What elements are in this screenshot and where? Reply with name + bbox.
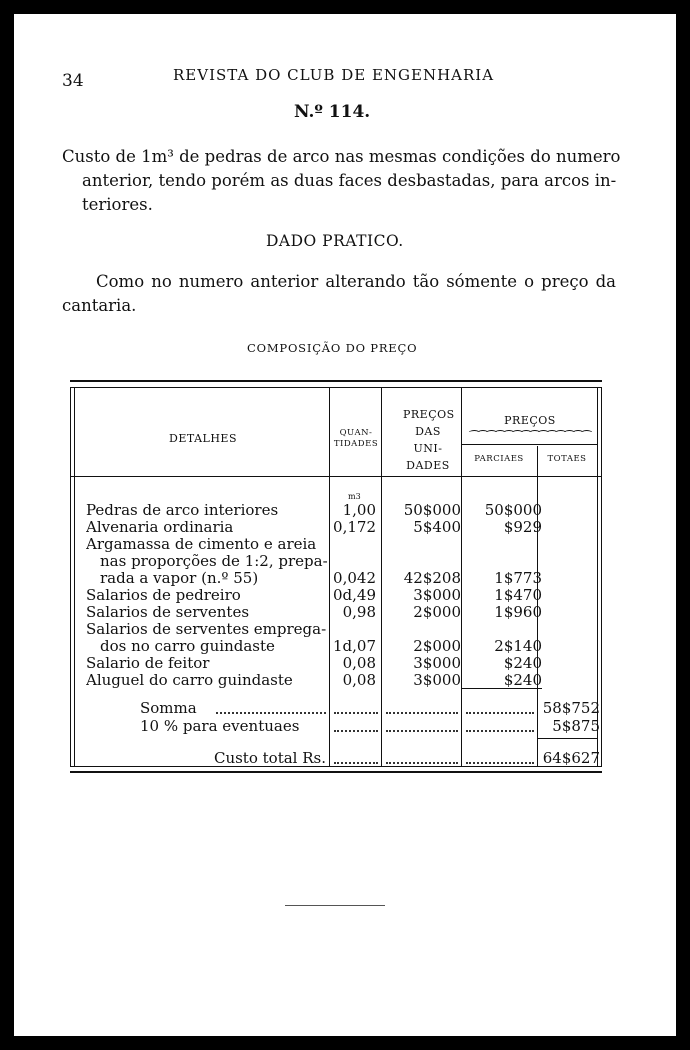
unit-label: m3: [348, 492, 361, 501]
table-top-rule-inner: [70, 387, 602, 388]
row-partial: $929: [503, 518, 542, 536]
header-bottom-rule: [70, 476, 602, 477]
row-qty: 1d,07: [332, 637, 376, 655]
cost-total-value: 64$627: [542, 749, 600, 767]
row-partial: 1$960: [494, 603, 542, 621]
contingency-label: 10 % para eventuaes: [140, 717, 300, 735]
row-qty: 0,08: [342, 654, 376, 672]
header-prices: PREÇOS: [504, 414, 556, 427]
table-row: [70, 519, 602, 536]
row-qty: 1,00: [342, 501, 376, 519]
table-row: [70, 570, 602, 587]
row-detail: nas proporções de 1:2, prepa-: [100, 553, 328, 570]
running-head: REVISTA DO CLUB DE ENGENHARIA: [173, 66, 495, 84]
table-row: [70, 553, 602, 570]
table-row: [70, 672, 602, 689]
header-quantities: QUAN- TIDADES: [333, 428, 379, 449]
sum-label: Somma: [140, 699, 197, 717]
row-unit-price: 42$208: [403, 569, 461, 587]
row-qty: 0,08: [342, 671, 376, 689]
totals-sum-rule: [537, 738, 598, 739]
table-row: [70, 502, 602, 519]
document-page: [14, 14, 676, 1036]
row-unit-price: 3$000: [413, 586, 461, 604]
table-row: [70, 587, 602, 604]
description-line-3: teriores.: [82, 195, 153, 214]
prices-subheader-rule: [461, 444, 598, 445]
leader-dots: [334, 762, 378, 765]
row-partial: $240: [503, 654, 542, 672]
leader-dots: [466, 730, 534, 733]
item-number-title: N.º 114.: [294, 102, 371, 122]
row-detail: rada a vapor (n.º 55): [100, 570, 259, 587]
row-unit-price: 5$400: [413, 518, 461, 536]
row-partial: 1$470: [494, 586, 542, 604]
row-unit-price: 2$000: [413, 637, 461, 655]
row-detail: Salarios de pedreiro: [86, 587, 241, 604]
row-partial: 1$773: [494, 569, 542, 587]
table-top-rule: [70, 380, 602, 382]
table-row: [70, 604, 602, 621]
description-line-2: anterior, tendo porém as duas faces desbastadas, para arcos in-: [82, 171, 617, 190]
contingency-total: 5$875: [552, 717, 600, 735]
row-unit-price: 2$000: [413, 603, 461, 621]
row-detail: Aluguel do carro guindaste: [86, 672, 293, 689]
table-row: [70, 638, 602, 655]
row-unit-price: 3$000: [413, 671, 461, 689]
row-partial: $240: [503, 671, 542, 689]
row-unit-price: 3$000: [413, 654, 461, 672]
leader-dots: [386, 712, 458, 715]
leader-dots: [466, 712, 534, 715]
table-row: [70, 655, 602, 672]
row-unit-price: 50$000: [403, 501, 461, 519]
practical-text: Como no numero anterior alterando tão sómente o preço da cantaria.: [62, 272, 616, 315]
price-table: [70, 380, 602, 772]
leader-dots: [386, 762, 458, 765]
row-detail: Salarios de serventes emprega-: [86, 621, 327, 638]
footer-rule: [285, 905, 385, 906]
row-qty: 0d,49: [332, 586, 376, 604]
row-qty: 0,98: [342, 603, 376, 621]
sum-row: [70, 700, 602, 717]
leader-dots: [334, 712, 378, 715]
leader-dots: [386, 730, 458, 733]
table-row: [70, 621, 602, 638]
cost-total-row: [70, 750, 602, 767]
header-totals: TOTAES: [547, 454, 587, 464]
subheading: DADO PRATICO.: [266, 232, 404, 250]
leader-dots: [216, 712, 326, 715]
row-partial: 50$000: [484, 501, 542, 519]
page-number: 34: [62, 71, 84, 91]
row-qty: 0,042: [333, 569, 376, 587]
row-detail: dos no carro guindaste: [100, 638, 275, 655]
leader-dots: [334, 730, 378, 733]
cost-total-label: Custo total Rs.: [213, 749, 326, 767]
row-detail: Pedras de arco interiores: [86, 502, 279, 519]
sum-total: 58$752: [542, 699, 600, 717]
row-detail: Salarios de serventes: [86, 604, 250, 621]
row-qty: 0,172: [333, 518, 376, 536]
row-partial: 2$140: [494, 637, 542, 655]
item-description: [62, 145, 622, 217]
table-bottom-rule: [70, 771, 602, 773]
row-detail: Salario de feitor: [86, 655, 210, 672]
contingency-row: [70, 718, 602, 735]
prices-brace: ⁀⁀⁀⁀⁀⁀⁀⁀⁀⁀⁀⁀⁀⁀: [469, 430, 591, 440]
header-details: DETALHES: [169, 432, 237, 445]
leader-dots: [466, 762, 534, 765]
description-line-1: Custo de 1m³ de pedras de arco nas mesmas condições do numero: [62, 147, 621, 166]
header-partials: PARCIAES: [474, 454, 524, 464]
table-row: [70, 536, 602, 553]
row-detail: Alvenaria ordinaria: [86, 519, 234, 536]
header-unit-prices: PREÇOS DAS UNI- DADES: [403, 408, 455, 472]
composition-title: COMPOSIÇÃO DO PREÇO: [247, 341, 418, 355]
row-detail: Argamassa de cimento e areia: [86, 536, 317, 553]
